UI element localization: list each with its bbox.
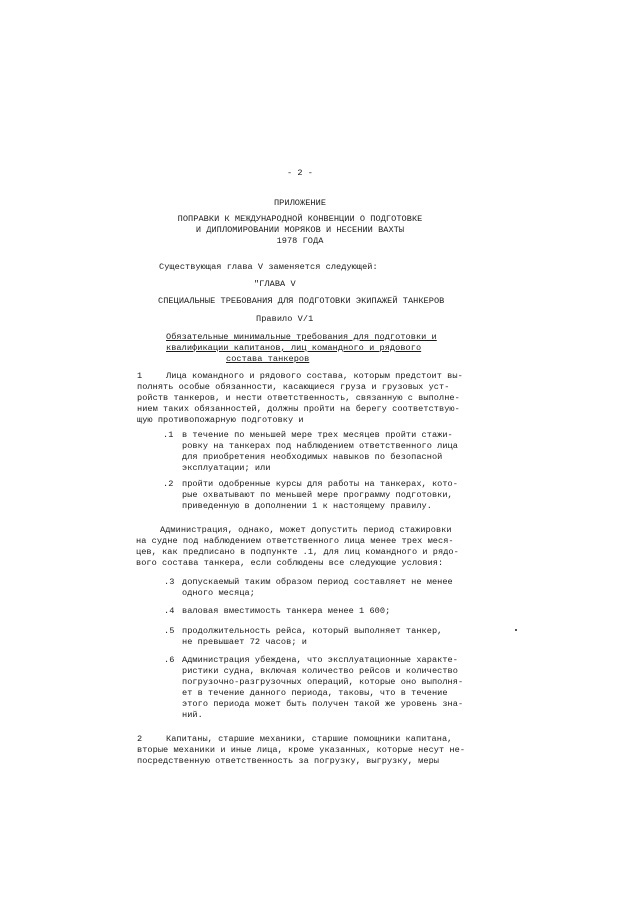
paragraph-2-number: 2 — [137, 734, 143, 744]
item-6-line: Администрация убеждена, что эксплуатационные характе- — [182, 655, 458, 665]
chapter-title: СПЕЦИАЛЬНЫЕ ТРЕБОВАНИЯ ДЛЯ ПОДГОТОВКИ ЭКИПАЖЕЙ ТАНКЕРОВ — [158, 296, 445, 306]
item-2-line: рые охватывают по меньшей мере программу подготовки, — [182, 490, 453, 500]
amendments-title-line-3: 1978 ГОДА — [276, 236, 324, 246]
item-6-line: ет в течение данного периода, таковы, что в течение — [182, 688, 448, 698]
item-5-line: не превышает 72 часов; и — [182, 637, 307, 647]
item-5-number: .5 — [164, 626, 175, 636]
paragraph-2-line: вторые механики и иные лица, кроме указанных, которые несут не- — [137, 745, 466, 755]
paragraph-1-line: Лица командного и рядового состава, которым предстоит вы- — [166, 371, 463, 381]
item-4-line: валовая вместимость танкера менее 1 600; — [182, 606, 391, 616]
item-2-number: .2 — [163, 479, 174, 489]
item-3-line: допускаемый таким образом период составляет не менее — [182, 577, 453, 587]
paragraph-1-line: щую противопожарную подготовку и — [137, 415, 304, 425]
item-2-line: пройти одобренные курсы для работы на танкерах, кото- — [182, 479, 458, 489]
paragraph-1-line: полнять особые обязанности, касающиеся груза и грузовых уст- — [137, 382, 450, 392]
paragraph-1-line: ройств танкеров, и нести ответственность, связанную с выполне- — [137, 393, 460, 403]
admin-paragraph-line: цев, как предписано в подпункте .1, для лиц командного и рядо- — [136, 547, 459, 557]
item-1-line: эксплуатации; или — [182, 463, 271, 473]
item-5-line: продолжительность рейса, который выполняет танкер, — [182, 626, 443, 636]
regulation-number: Правило V/1 — [256, 314, 314, 324]
admin-paragraph-line: на судне под наблюдением ответственного лица менее трех меся- — [136, 536, 454, 546]
amendments-title-line-1: ПОПРАВКИ К МЕЖДУНАРОДНОЙ КОНВЕНЦИИ О ПОДГОТОВКЕ — [177, 214, 423, 224]
page-number: - 2 - — [286, 168, 314, 178]
admin-paragraph-line: Администрация, однако, может допустить период стажировки — [160, 525, 452, 535]
item-6-line: этого периода может быть получен такой же уровень зна- — [182, 699, 464, 709]
scan-speck — [515, 629, 517, 631]
regulation-title-line-1: Обязательные минимальные требования для подготовки и — [166, 332, 437, 342]
item-4-number: .4 — [164, 606, 175, 616]
item-6-line: погрузочно-разгрузочных операций, которые оно выполня- — [182, 677, 464, 687]
item-1-line: для приобретения необходимых навыков по безопасной — [182, 452, 443, 462]
admin-paragraph-line: вого состава танкера, если соблюдены все следующие условия: — [136, 558, 444, 568]
paragraph-1-line: нием таких обязанностей, должны пройти на берегу соответствую- — [137, 404, 460, 414]
paragraph-1-number: 1 — [137, 371, 143, 381]
item-1-number: .1 — [163, 430, 174, 440]
item-6-line: ний. — [182, 710, 203, 720]
item-3-number: .3 — [164, 577, 175, 587]
item-1-line: ровку на танкерах под наблюдением ответственного лица — [182, 441, 458, 451]
item-2-line: приведенную в дополнении 1 к настоящему правилу. — [182, 501, 432, 511]
item-6-line: ристики судна, включая количество рейсов и количество — [182, 666, 458, 676]
annex-title: ПРИЛОЖЕНИЕ — [273, 198, 327, 208]
item-1-line: в течение по меньшей мере трех месяцев пройти стажи- — [182, 430, 453, 440]
paragraph-2-line: посредственную ответственность за погрузку, выгрузку, меры — [137, 756, 440, 766]
regulation-title-line-2: квалификации капитанов, лиц командного и рядового — [166, 343, 422, 353]
intro-line: Существующая глава V заменяется следующей: — [159, 262, 378, 272]
item-6-number: .6 — [164, 655, 175, 665]
regulation-title-line-3: состава танкеров — [226, 354, 310, 364]
amendments-title-line-2: И ДИПЛОМИРОВАНИИ МОРЯКОВ И НЕСЕНИИ ВАХТЫ — [195, 225, 405, 235]
chapter-heading: "ГЛАВА V — [254, 279, 296, 289]
paragraph-2-line: Капитаны, старшие механики, старшие помощники капитана, — [166, 734, 453, 744]
item-3-line: одного месяца; — [182, 588, 255, 598]
